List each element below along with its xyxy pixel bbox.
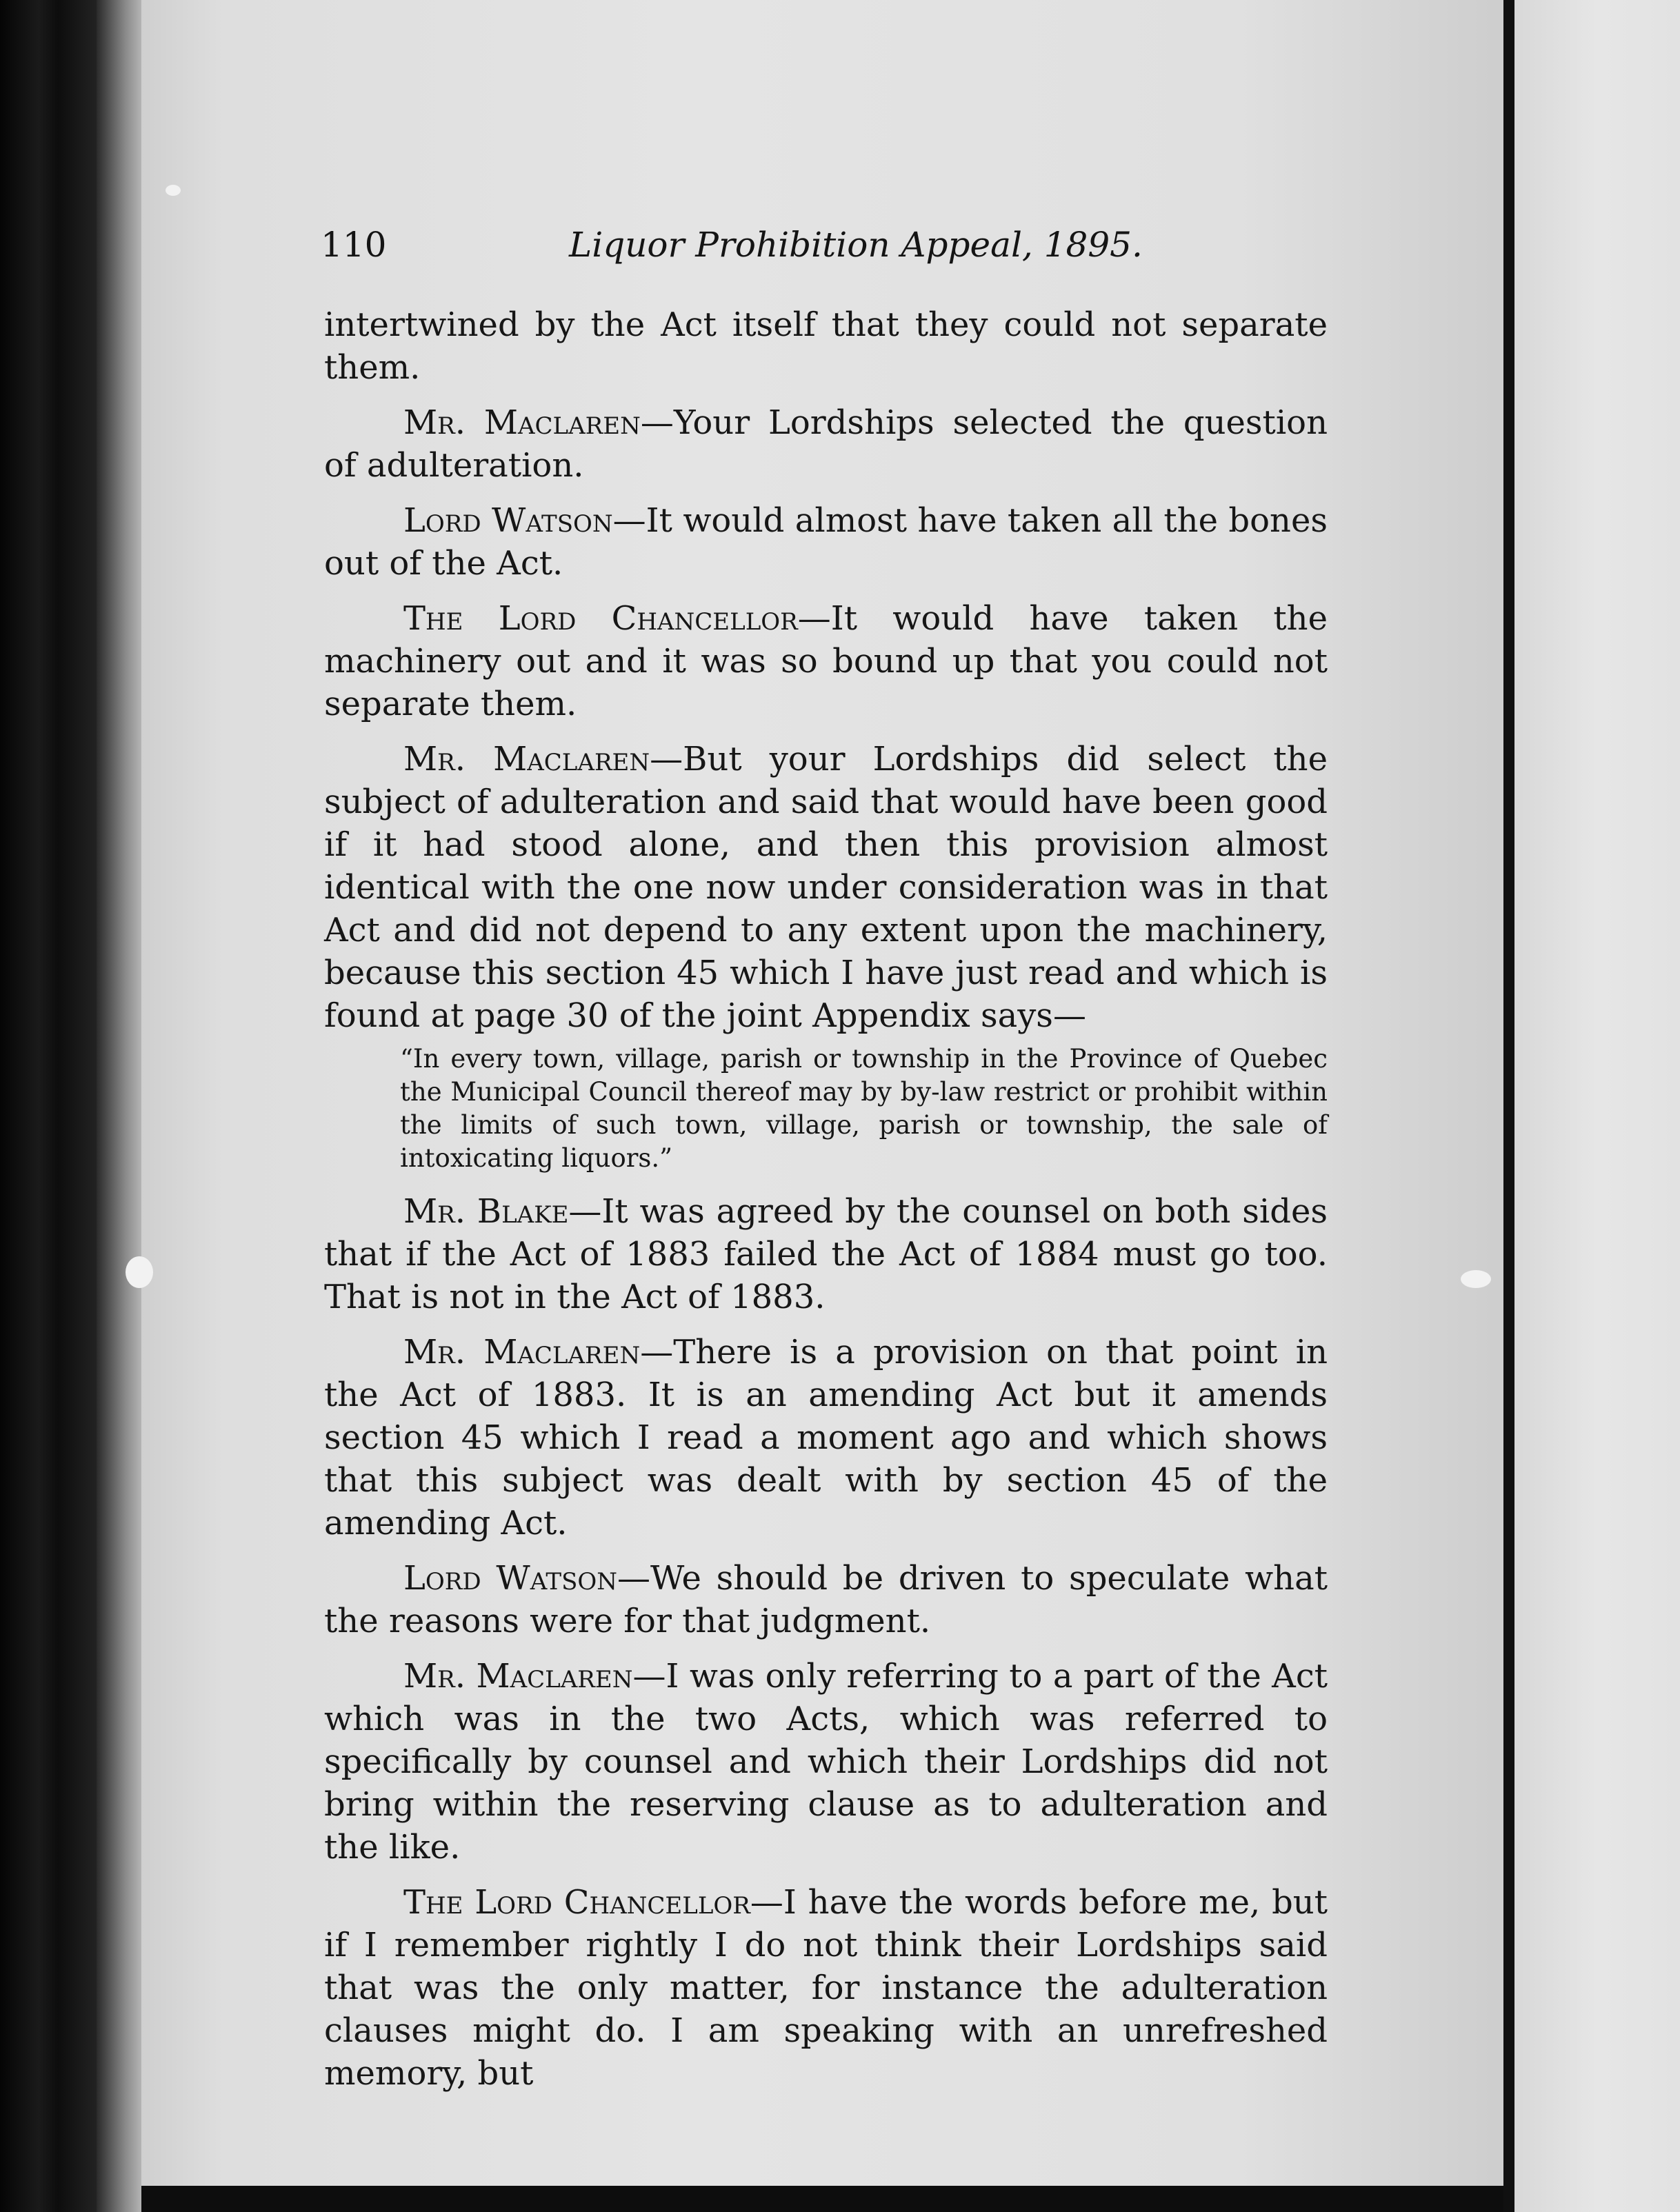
scan-speck [166,185,181,196]
paragraph-text: —There is a provision on that point in the Act of 1883. It is an amending Act but it amends section 45 which I read a moment ago and which shows that this subject was dealt with by section 45 of the amending Act. [324,1333,1328,1542]
paragraph-text: —But your Lordships did select the subject of adulteration and said that would have been good if it had stood alone, and then this provision almost identical with the one now under consideration was in that Act and did not depend to any extent upon the machinery, because this section 45 which I have just read and which is found at page 30 of the joint Appendix says— [324,740,1328,1035]
paragraph-text: —I have the words before me, but if I remember rightly I do not think their Lordships said that was the only matter, for instance the adulteration clauses might do. I am speaking with an unrefreshed memory, but [324,1883,1328,2093]
scan-speck [1461,1270,1491,1288]
page-edge-shadow [97,0,145,2212]
page-divider [1503,0,1514,2212]
facing-page-edge [1514,0,1680,2212]
speaker-name: Mr. Maclaren [403,1333,641,1371]
paragraph-text: —I was only referring to a part of the Act which was in the two Acts, which was referred to specifically by counsel and which their Lordships did not bring within the reserving clause as to adulteration and the like. [324,1657,1328,1867]
paragraph-text: intertwined by the Act itself that they could not separate them. [324,305,1328,387]
paragraph [324,1881,1328,2095]
speaker-name: The Lord Chancellor [403,599,798,638]
speaker-name: Lord Watson [403,1559,618,1598]
binding-shadow [0,0,97,2212]
paragraph [324,303,1328,389]
paragraph-text: —It would have taken the machinery out and it was so bound up that you could not separate them. [324,599,1328,723]
paragraph-text: —We should be driven to speculate what the reasons were for that judgment. [324,1559,1328,1640]
bottom-shadow [141,2186,1503,2212]
speaker-name: Lord Watson [403,501,613,540]
paragraph [324,1331,1328,1545]
scan-speck [126,1256,153,1288]
speaker-name: Mr. Maclaren [403,740,650,778]
paragraph [324,1190,1328,1318]
paragraph-text: —It was agreed by the counsel on both sides that if the Act of 1883 failed the Act of 1884 must go too. That is not in the Act of 1883. [324,1192,1328,1316]
speaker-name: Mr. Blake [403,1192,569,1231]
paragraph-text: —Your Lordships selected the question of adulteration. [324,403,1328,485]
paragraph [324,1655,1328,1869]
body-text [324,303,1328,2107]
paragraph [324,597,1328,725]
running-header [321,225,1328,280]
page-number: 110 [321,225,387,265]
speaker-name: Mr. Maclaren [403,1657,633,1696]
paragraph [324,738,1328,1037]
paragraph [324,1557,1328,1642]
running-title: Liquor Prohibition Appeal, 1895. [569,225,1143,265]
paragraph [324,499,1328,585]
paragraph [324,401,1328,487]
speaker-name: The Lord Chancellor [403,1883,750,1922]
speaker-name: Mr. Maclaren [403,403,641,442]
block-quote: “In every town, village, parish or township in the Province of Quebec the Municipal Council thereof may by by-law restrict or prohibit within the limits of such town, village, parish or township, the sale of intoxicating liquors.” [400,1044,1328,1173]
paragraph-text: —It would almost have taken all the bones out of the Act. [324,501,1328,583]
